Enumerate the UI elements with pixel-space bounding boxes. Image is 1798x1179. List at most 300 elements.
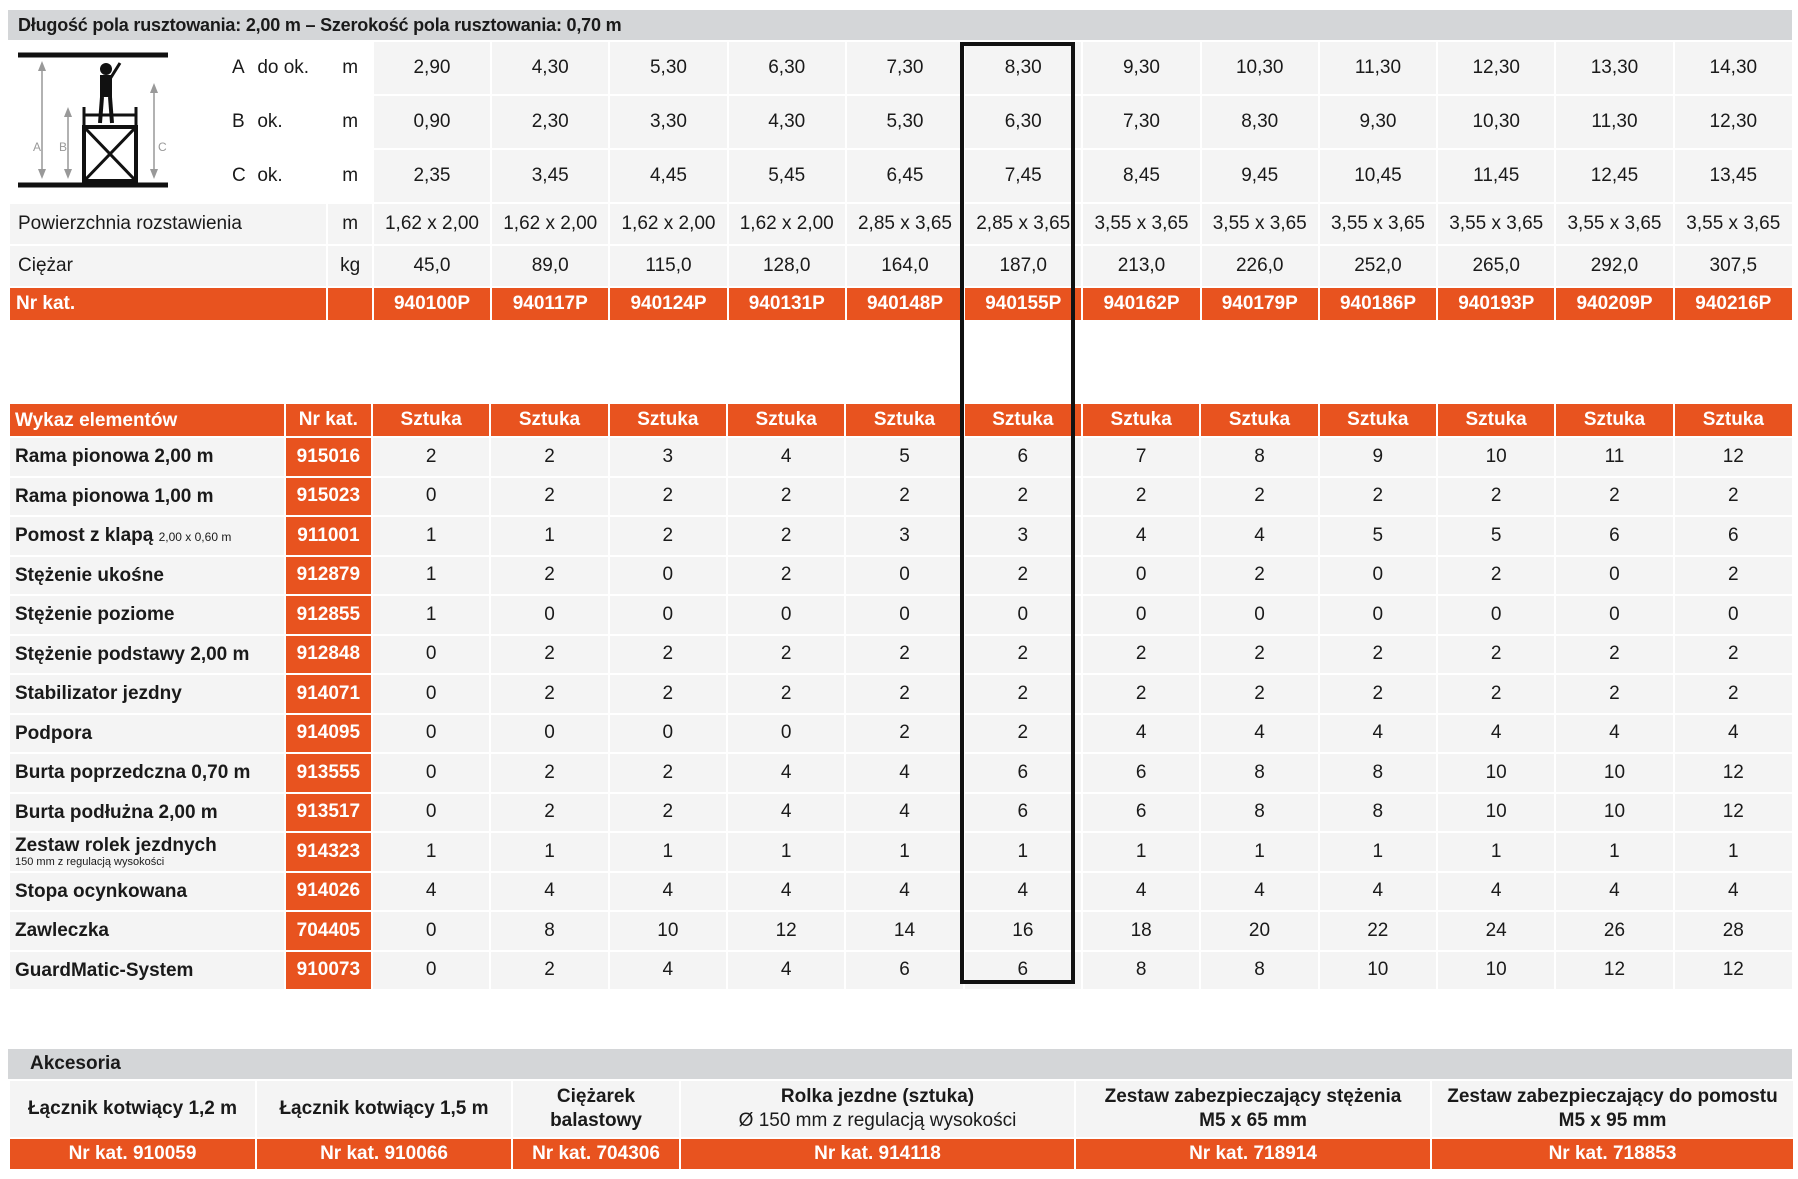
component-qty: 0: [1555, 595, 1673, 635]
weight-row-value: 187,0: [964, 245, 1082, 287]
component-qty: 2: [727, 516, 845, 556]
component-qty: 1: [609, 832, 727, 872]
area-row-value: 2,85 x 3,65: [846, 203, 964, 245]
component-qty: 24: [1437, 911, 1555, 951]
component-qty: 4: [1200, 714, 1318, 754]
component-name: Zawleczka: [15, 920, 109, 942]
component-qty: 1: [845, 832, 963, 872]
dimension-value: 5,30: [609, 42, 727, 95]
accessory-name-line2: balastowy: [550, 1110, 642, 1131]
catalog-row-label: Nr kat.: [9, 287, 327, 321]
dimension-value: 8,45: [1082, 149, 1200, 203]
dimension-value: 6,45: [846, 149, 964, 203]
dimension-value: 7,30: [846, 42, 964, 95]
component-qty: 4: [1200, 516, 1318, 556]
component-qty: 10: [1437, 437, 1555, 477]
area-row-unit: m: [327, 203, 372, 245]
dimension-letter: A: [225, 42, 252, 95]
components-header-name: Wykaz elementów: [9, 404, 285, 437]
catalog-row-value: 940193P: [1437, 287, 1555, 321]
dimension-qualifier: ok.: [252, 149, 327, 203]
components-header-qty: Sztuka: [1082, 404, 1200, 437]
component-qty: 5: [1319, 516, 1437, 556]
component-qty: 2: [1674, 674, 1792, 714]
component-qty: 7: [1082, 437, 1200, 477]
component-qty: 0: [727, 714, 845, 754]
accessory-code: Nr kat. 704306: [512, 1138, 680, 1169]
component-qty: 4: [845, 872, 963, 912]
component-qty: 0: [490, 595, 608, 635]
component-qty: 1: [1674, 832, 1792, 872]
component-name: Podpora: [15, 722, 93, 744]
component-qty: 4: [1674, 872, 1792, 912]
component-qty: 8: [1200, 437, 1318, 477]
component-qty: 4: [845, 793, 963, 833]
component-row: [9, 911, 1792, 951]
component-qty: 2: [1319, 674, 1437, 714]
dimension-value: 2,35: [373, 149, 491, 203]
component-qty: 4: [609, 872, 727, 912]
component-qty: 0: [372, 635, 490, 675]
component-row: [9, 516, 1792, 556]
component-qty: 8: [1200, 793, 1318, 833]
component-qty: 12: [1674, 437, 1792, 477]
dimension-qualifier: do ok.: [252, 42, 327, 95]
dimension-letter: B: [225, 95, 252, 149]
component-name: GuardMatic-System: [15, 959, 194, 981]
component-code: 914026: [285, 872, 372, 912]
accessory-code: Nr kat. 914118: [680, 1138, 1075, 1169]
component-qty: 0: [964, 595, 1082, 635]
accessory-code: Nr kat. 718914: [1075, 1138, 1431, 1169]
component-qty: 1: [1319, 832, 1437, 872]
catalog-row-value: 940155P: [964, 287, 1082, 321]
dimension-value: 9,30: [1319, 95, 1437, 149]
component-qty: 4: [1555, 714, 1673, 754]
dimension-value: 3,30: [609, 95, 727, 149]
component-qty: 4: [727, 753, 845, 793]
dimension-unit: m: [327, 95, 372, 149]
accessory-name: [1431, 1081, 1793, 1138]
component-code: 704405: [285, 911, 372, 951]
component-qty: 2: [845, 674, 963, 714]
component-row: [9, 595, 1792, 635]
component-qty: 0: [372, 911, 490, 951]
dimension-value: 10,45: [1319, 149, 1437, 203]
component-qty: 2: [490, 477, 608, 517]
component-qty: 2: [845, 635, 963, 675]
dimension-row-b: [9, 95, 1792, 149]
components-header-qty: Sztuka: [1437, 404, 1555, 437]
dimension-value: 10,30: [1201, 42, 1319, 95]
component-qty: 2: [609, 477, 727, 517]
accessory-name-line1: Łącznik kotwiący 1,5 m: [279, 1098, 489, 1120]
component-qty: 8: [1319, 753, 1437, 793]
component-qty: 2: [1082, 477, 1200, 517]
area-row-value: 3,55 x 3,65: [1437, 203, 1555, 245]
svg-text:C: C: [158, 140, 167, 154]
dimension-value: 3,45: [491, 149, 609, 203]
component-qty: 6: [845, 951, 963, 991]
area-row-value: 1,62 x 2,00: [728, 203, 846, 245]
accessory-name: [512, 1081, 680, 1138]
dimension-unit: m: [327, 149, 372, 203]
component-qty: 2: [609, 516, 727, 556]
accessory-name-line1: Łącznik kotwiący 1,2 m: [27, 1098, 238, 1120]
component-qty: 2: [1437, 674, 1555, 714]
component-qty: 4: [1319, 714, 1437, 754]
component-qty: 2: [727, 635, 845, 675]
weight-row-value: 45,0: [373, 245, 491, 287]
component-qty: 6: [964, 951, 1082, 991]
component-qty: 2: [1674, 477, 1792, 517]
component-name: Burta poprzedczna 0,70 m: [15, 762, 251, 784]
component-name: Burta podłużna 2,00 m: [15, 801, 218, 823]
dimension-value: 8,30: [964, 42, 1082, 95]
component-name-cell: [9, 556, 285, 596]
component-code: 915023: [285, 477, 372, 517]
component-code: 912855: [285, 595, 372, 635]
component-qty: 2: [1319, 635, 1437, 675]
component-qty: 14: [845, 911, 963, 951]
component-qty: 2: [1437, 556, 1555, 596]
dimension-value: 10,30: [1437, 95, 1555, 149]
component-qty: 6: [1082, 793, 1200, 833]
component-qty: 2: [964, 674, 1082, 714]
component-row: [9, 714, 1792, 754]
component-qty: 2: [609, 753, 727, 793]
component-qty: 4: [609, 951, 727, 991]
component-code: 914095: [285, 714, 372, 754]
component-row: [9, 477, 1792, 517]
component-qty: 3: [609, 437, 727, 477]
component-qty: 0: [1082, 556, 1200, 596]
components-header-qty: Sztuka: [609, 404, 727, 437]
accessory-name-line2: Ø 150 mm z regulacją wysokości: [738, 1110, 1017, 1131]
accessory-name-line1: Ciężarek: [556, 1086, 636, 1108]
component-qty: 18: [1082, 911, 1200, 951]
component-qty: 10: [1437, 793, 1555, 833]
component-qty: 0: [609, 556, 727, 596]
component-qty: 0: [1200, 595, 1318, 635]
weight-row: [9, 245, 1792, 287]
component-qty: 2: [490, 951, 608, 991]
component-qty: 0: [609, 595, 727, 635]
component-name-cell: [9, 951, 285, 991]
dimension-value: 13,45: [1674, 149, 1792, 203]
component-qty: 1: [1437, 832, 1555, 872]
weight-row-value: 265,0: [1437, 245, 1555, 287]
component-qty: 1: [1200, 832, 1318, 872]
component-name-cell: [9, 437, 285, 477]
component-row: [9, 951, 1792, 991]
component-qty: 2: [964, 714, 1082, 754]
component-name-cell: [9, 635, 285, 675]
component-qty: 2: [1200, 635, 1318, 675]
component-qty: 1: [490, 516, 608, 556]
weight-row-value: 164,0: [846, 245, 964, 287]
component-qty: 8: [1082, 951, 1200, 991]
component-qty: 2: [1555, 635, 1673, 675]
catalog-row-value: 940148P: [846, 287, 964, 321]
accessory-name-line1: Rolka jezdne (sztuka): [780, 1086, 975, 1108]
component-qty: 4: [1082, 516, 1200, 556]
accessory-name-line1: Zestaw zabezpieczający stężenia: [1104, 1086, 1402, 1108]
components-header-code: Nr kat.: [285, 404, 372, 437]
component-qty: 11: [1555, 437, 1673, 477]
component-qty: 2: [1082, 635, 1200, 675]
component-code: 913517: [285, 793, 372, 833]
dimension-value: 9,45: [1201, 149, 1319, 203]
dimension-value: 6,30: [964, 95, 1082, 149]
accessories-table: [8, 1081, 1793, 1169]
component-name: Stężenie podstawy 2,00 m: [15, 643, 250, 665]
component-code: 914071: [285, 674, 372, 714]
component-qty: 4: [1082, 872, 1200, 912]
accessory-code: Nr kat. 910059: [9, 1138, 256, 1169]
dimension-value: 11,45: [1437, 149, 1555, 203]
accessory-code: Nr kat. 718853: [1431, 1138, 1793, 1169]
catalog-row-value: 940179P: [1201, 287, 1319, 321]
component-qty: 0: [845, 556, 963, 596]
component-qty: 4: [1437, 872, 1555, 912]
area-row-value: 3,55 x 3,65: [1082, 203, 1200, 245]
component-code: 913555: [285, 753, 372, 793]
dimension-value: 12,30: [1437, 42, 1555, 95]
component-qty: 4: [845, 753, 963, 793]
component-qty: 2: [845, 714, 963, 754]
component-code: 910073: [285, 951, 372, 991]
components-header-qty: Sztuka: [490, 404, 608, 437]
component-name-cell: [9, 911, 285, 951]
accessory-name: [9, 1081, 256, 1138]
component-qty: 0: [1674, 595, 1792, 635]
component-qty: 2: [727, 674, 845, 714]
component-row: [9, 753, 1792, 793]
components-header-qty: Sztuka: [727, 404, 845, 437]
component-qty: 2: [490, 793, 608, 833]
component-sub-note: 150 mm z regulacją wysokości: [15, 855, 165, 868]
component-code: 911001: [285, 516, 372, 556]
component-name: Zestaw rolek jezdnych: [15, 834, 217, 856]
component-qty: 1: [372, 832, 490, 872]
component-name-cell: [9, 793, 285, 833]
area-row-value: 2,85 x 3,65: [964, 203, 1082, 245]
scaffold-spec-sheet: [8, 10, 1792, 1169]
dimension-value: 11,30: [1555, 95, 1673, 149]
svg-text:A: A: [33, 140, 42, 154]
component-name-cell: [9, 714, 285, 754]
component-name: Stopa ocynkowana: [15, 880, 188, 902]
component-qty: 0: [372, 951, 490, 991]
accessory-name: [256, 1081, 512, 1138]
components-header-qty: Sztuka: [1200, 404, 1318, 437]
dimension-value: 12,45: [1555, 149, 1673, 203]
component-qty: 10: [1437, 753, 1555, 793]
accessory-name: [680, 1081, 1075, 1138]
component-name-cell: [9, 753, 285, 793]
component-qty: 2: [727, 477, 845, 517]
component-qty: 2: [1319, 477, 1437, 517]
dimension-value: 6,30: [728, 42, 846, 95]
component-qty: 2: [1555, 674, 1673, 714]
area-row-value: 1,62 x 2,00: [373, 203, 491, 245]
component-qty: 6: [964, 793, 1082, 833]
catalog-row-value: 940117P: [491, 287, 609, 321]
component-code: 914323: [285, 832, 372, 872]
weight-row-value: 252,0: [1319, 245, 1437, 287]
catalog-row-value: 940209P: [1555, 287, 1673, 321]
component-qty: 28: [1674, 911, 1792, 951]
component-row: [9, 793, 1792, 833]
components-header-qty: Sztuka: [1555, 404, 1673, 437]
component-code: 915016: [285, 437, 372, 477]
dimension-value: 5,30: [846, 95, 964, 149]
dimension-value: 2,30: [491, 95, 609, 149]
component-qty: 3: [845, 516, 963, 556]
component-row: [9, 832, 1792, 872]
accessory-code: Nr kat. 910066: [256, 1138, 512, 1169]
area-row-value: 1,62 x 2,00: [491, 203, 609, 245]
component-qty: 2: [372, 437, 490, 477]
component-qty: 2: [609, 674, 727, 714]
catalog-row-value: 940131P: [728, 287, 846, 321]
component-qty: 4: [1674, 714, 1792, 754]
area-row-value: 1,62 x 2,00: [609, 203, 727, 245]
dimension-value: 7,45: [964, 149, 1082, 203]
catalog-row-value: 940124P: [609, 287, 727, 321]
components-header-qty: Sztuka: [845, 404, 963, 437]
component-row: [9, 872, 1792, 912]
area-row: [9, 203, 1792, 245]
component-qty: 4: [964, 872, 1082, 912]
component-qty: 4: [727, 872, 845, 912]
component-qty: 2: [1200, 674, 1318, 714]
weight-row-value: 115,0: [609, 245, 727, 287]
component-name: Stabilizator jezdny: [15, 683, 182, 705]
component-qty: 0: [845, 595, 963, 635]
component-qty: 2: [490, 635, 608, 675]
component-qty: 4: [1082, 714, 1200, 754]
component-qty: 1: [372, 556, 490, 596]
component-qty: 10: [1555, 793, 1673, 833]
component-name: Rama pionowa 1,00 m: [15, 485, 214, 507]
component-name-cell: [9, 477, 285, 517]
component-qty: 8: [1319, 793, 1437, 833]
component-qty: 2: [1437, 635, 1555, 675]
component-qty: 1: [1555, 832, 1673, 872]
accessories-title: Akcesoria: [8, 1049, 1792, 1079]
component-qty: 2: [609, 793, 727, 833]
component-qty: 2: [490, 674, 608, 714]
component-row: [9, 437, 1792, 477]
weight-row-unit: kg: [327, 245, 372, 287]
component-qty: 6: [964, 437, 1082, 477]
component-qty: 4: [1319, 872, 1437, 912]
component-qty: 9: [1319, 437, 1437, 477]
dimension-value: 7,30: [1082, 95, 1200, 149]
weight-row-value: 128,0: [728, 245, 846, 287]
area-row-value: 3,55 x 3,65: [1555, 203, 1673, 245]
component-name-cell: [9, 516, 285, 556]
component-qty: 0: [372, 477, 490, 517]
component-qty: 0: [1082, 595, 1200, 635]
component-qty: 12: [1674, 753, 1792, 793]
dimension-value: 5,45: [728, 149, 846, 203]
components-header-row: [9, 404, 1792, 437]
component-row: [9, 635, 1792, 675]
dimension-value: 0,90: [373, 95, 491, 149]
component-qty: 0: [1437, 595, 1555, 635]
component-name: Pomost z klapą: [15, 525, 154, 547]
area-row-value: 3,55 x 3,65: [1674, 203, 1792, 245]
component-qty: 8: [490, 911, 608, 951]
component-qty: 0: [372, 674, 490, 714]
dimension-row-c: [9, 149, 1792, 203]
component-qty: 2: [964, 635, 1082, 675]
component-qty: 4: [1555, 872, 1673, 912]
component-qty: 2: [1200, 556, 1318, 596]
catalog-row-value: 940216P: [1674, 287, 1792, 321]
component-qty: 1: [727, 832, 845, 872]
accessory-name-line1: Zestaw zabezpieczający do pomostu: [1447, 1086, 1778, 1108]
components-header-qty: Sztuka: [1674, 404, 1792, 437]
component-qty: 12: [1674, 793, 1792, 833]
component-code: 912848: [285, 635, 372, 675]
accessory-name-line2: M5 x 95 mm: [1558, 1110, 1667, 1131]
component-qty: 4: [1437, 714, 1555, 754]
component-qty: 2: [964, 556, 1082, 596]
component-qty: 5: [1437, 516, 1555, 556]
component-qty: 2: [1082, 674, 1200, 714]
dimension-value: 9,30: [1082, 42, 1200, 95]
component-qty: 10: [1437, 951, 1555, 991]
weight-row-value: 292,0: [1555, 245, 1673, 287]
component-qty: 1: [964, 832, 1082, 872]
component-name: Stężenie ukośne: [15, 564, 164, 586]
dimensions-table: [8, 42, 1792, 322]
components-header-qty: Sztuka: [1319, 404, 1437, 437]
dimension-unit: m: [327, 42, 372, 95]
component-qty: 12: [1555, 951, 1673, 991]
component-qty: 6: [1555, 516, 1673, 556]
catalog-row-unit: [327, 287, 372, 321]
components-header-qty: Sztuka: [964, 404, 1082, 437]
component-qty: 8: [1200, 753, 1318, 793]
component-qty: 0: [372, 793, 490, 833]
component-qty: 4: [490, 872, 608, 912]
dimension-value: 8,30: [1201, 95, 1319, 149]
accessory-name-line2: M5 x 65 mm: [1199, 1110, 1307, 1131]
accessory-name: [1075, 1081, 1431, 1138]
component-qty: 4: [372, 872, 490, 912]
component-qty: 16: [964, 911, 1082, 951]
component-qty: 2: [1200, 477, 1318, 517]
component-qty: 1: [1082, 832, 1200, 872]
component-qty: 0: [609, 714, 727, 754]
component-qty: 4: [1200, 872, 1318, 912]
component-qty: 2: [1674, 635, 1792, 675]
components-header-qty: Sztuka: [372, 404, 490, 437]
component-qty: 5: [845, 437, 963, 477]
component-qty: 8: [1200, 951, 1318, 991]
area-row-label: Powierzchnia rozstawienia: [9, 203, 327, 245]
dimension-value: 4,30: [728, 95, 846, 149]
components-table: [8, 404, 1792, 991]
dimension-row-a: [9, 42, 1792, 95]
catalog-row-value: 940100P: [373, 287, 491, 321]
component-qty: 1: [490, 832, 608, 872]
